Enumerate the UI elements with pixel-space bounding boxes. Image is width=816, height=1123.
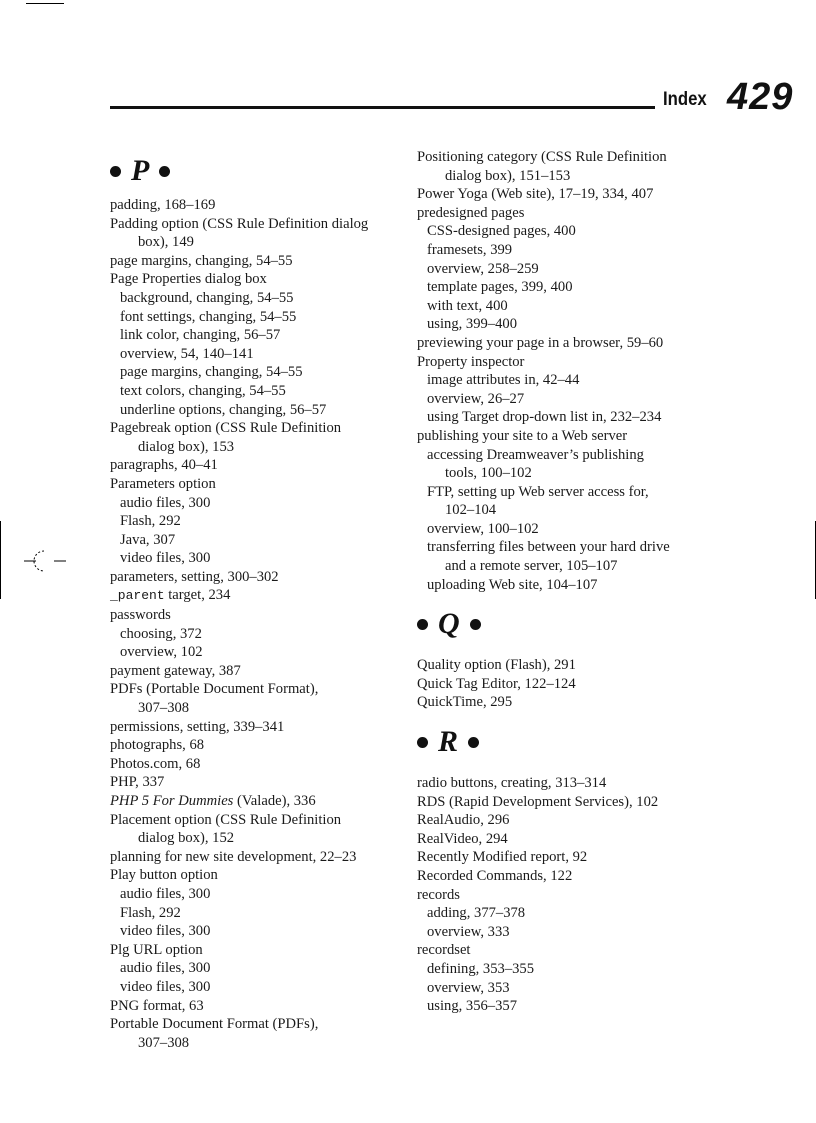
index-subentry: choosing, 372: [120, 625, 202, 642]
index-subentry: audio files, 300: [120, 885, 211, 902]
bullet-icon: [159, 166, 170, 177]
index-entry: PNG format, 63: [110, 997, 204, 1014]
section-letter: R: [438, 724, 459, 758]
index-subentry: overview, 102: [120, 644, 203, 661]
bullet-icon: [110, 166, 121, 177]
index-subentry: with text, 400: [427, 297, 508, 314]
index-subentry: transferring files between your hard drive: [427, 539, 670, 556]
index-entry-continuation: 102–104: [445, 502, 497, 519]
index-subentry: overview, 333: [427, 923, 510, 940]
index-entry: Page Properties dialog box: [110, 271, 267, 288]
index-entry: photographs, 68: [110, 737, 205, 754]
index-subentry: adding, 377–378: [427, 905, 526, 922]
index-entry-continuation: dialog box), 151–153: [445, 167, 571, 184]
index-subentry: overview, 258–259: [427, 260, 539, 277]
section-letter: P: [131, 153, 150, 187]
registration-mark-icon: [24, 548, 68, 574]
index-subentry: Flash, 292: [120, 904, 181, 921]
index-entry: predesigned pages: [417, 204, 525, 221]
index-subentry: using, 356–357: [427, 998, 517, 1015]
index-entry: parameters, setting, 300–302: [110, 568, 279, 585]
index-entry: planning for new site development, 22–23: [110, 848, 357, 865]
index-entry: [110, 792, 410, 811]
index-subentry: defining, 353–355: [427, 960, 535, 977]
index-subentry: image attributes in, 42–44: [427, 372, 580, 389]
section-letter: Q: [438, 606, 460, 640]
index-entry: RDS (Rapid Development Services), 102: [417, 793, 659, 810]
section-heading-p: [110, 148, 410, 194]
index-entry: Property inspector: [417, 353, 525, 370]
index-entry: passwords: [110, 607, 171, 624]
index-subentry: text colors, changing, 54–55: [120, 382, 286, 399]
index-entry: Photos.com, 68: [110, 755, 201, 772]
page-number: 429: [727, 76, 794, 118]
index-entry-continuation: box), 149: [138, 234, 194, 251]
crop-mark-left: [0, 521, 1, 599]
index-entry: Portable Document Format (PDFs),: [110, 1016, 319, 1033]
index-entry-list: [417, 148, 727, 594]
index-entry: RealAudio, 296: [417, 812, 510, 829]
index-subentry: using Target drop-down list in, 232–234: [427, 409, 662, 426]
index-entry: RealVideo, 294: [417, 830, 508, 847]
index-entry: Plg URL option: [110, 941, 203, 958]
index-entry: Recorded Commands, 122: [417, 868, 573, 884]
index-subentry: page margins, changing, 54–55: [120, 364, 303, 381]
running-head-label: Index: [663, 89, 707, 110]
index-entry: Positioning category (CSS Rule Definition: [417, 149, 667, 165]
index-entry: Placement option (CSS Rule Definition: [110, 811, 342, 828]
index-entry-list: [417, 774, 727, 1016]
index-subentry: audio files, 300: [120, 494, 211, 511]
index-entry: records: [417, 886, 460, 903]
bullet-icon: [417, 619, 428, 630]
index-entry: Parameters option: [110, 475, 216, 492]
index-entry: PDFs (Portable Document Format),: [110, 681, 319, 698]
index-entry: [110, 586, 410, 606]
index-entry: Quality option (Flash), 291: [417, 657, 576, 674]
index-subentry: template pages, 399, 400: [427, 279, 573, 296]
index-entry-continuation: dialog box), 152: [138, 830, 235, 847]
index-entry: paragraphs, 40–41: [110, 457, 218, 474]
index-entry: Power Yoga (Web site), 17–19, 334, 407: [417, 186, 654, 203]
index-subentry: font settings, changing, 54–55: [120, 308, 297, 325]
index-entry-continuation: tools, 100–102: [445, 465, 532, 482]
bullet-icon: [417, 737, 428, 748]
index-entry: Quick Tag Editor, 122–124: [417, 675, 576, 692]
index-subentry: overview, 54, 140–141: [120, 345, 254, 362]
index-entry: page margins, changing, 54–55: [110, 252, 293, 269]
code-term: _parent: [110, 588, 165, 604]
bullet-icon: [470, 619, 481, 630]
index-entry: previewing your page in a browser, 59–60: [417, 334, 664, 351]
index-entry: Recently Modified report, 92: [417, 849, 588, 866]
section-heading-q: [417, 601, 727, 647]
index-subentry: accessing Dreamweaver’s publishing: [427, 446, 644, 463]
index-entry-list: [110, 196, 410, 1052]
index-subentry: overview, 353: [427, 979, 510, 996]
index-entry: Play button option: [110, 867, 218, 884]
index-column-right: [417, 148, 727, 1016]
index-subentry: uploading Web site, 104–107: [427, 576, 598, 593]
index-subentry: video files, 300: [120, 978, 211, 995]
index-subentry: CSS-designed pages, 400: [427, 223, 576, 240]
index-subentry: audio files, 300: [120, 960, 211, 977]
bullet-icon: [468, 737, 479, 748]
index-subentry: underline options, changing, 56–57: [120, 401, 327, 418]
section-heading-r: [417, 719, 727, 765]
index-subentry: video files, 300: [120, 923, 211, 940]
index-subentry: video files, 300: [120, 550, 211, 567]
crop-mark-top: [26, 3, 64, 4]
index-entry: permissions, setting, 339–341: [110, 718, 285, 735]
index-entry: Padding option (CSS Rule Definition dialog: [110, 215, 369, 232]
index-entry-list: [417, 656, 727, 712]
index-entry: radio buttons, creating, 313–314: [417, 775, 607, 792]
index-entry: recordset: [417, 942, 471, 959]
index-subentry: background, changing, 54–55: [120, 289, 294, 306]
index-subentry: FTP, setting up Web server access for,: [427, 483, 649, 500]
index-entry-continuation: dialog box), 153: [138, 438, 235, 455]
index-entry: QuickTime, 295: [417, 694, 513, 711]
index-entry: Pagebreak option (CSS Rule Definition: [110, 420, 342, 437]
index-subentry: overview, 100–102: [427, 520, 539, 537]
index-subentry: overview, 26–27: [427, 390, 525, 407]
index-subentry: using, 399–400: [427, 316, 517, 333]
book-title: PHP 5 For Dummies: [110, 793, 234, 809]
entry-text: target, 234: [164, 587, 231, 604]
index-subentry: link color, changing, 56–57: [120, 327, 281, 344]
index-subentry: Java, 307: [120, 531, 176, 548]
index-entry: payment gateway, 387: [110, 662, 241, 679]
header-rule: [110, 106, 655, 109]
index-entry-continuation: and a remote server, 105–107: [445, 558, 618, 575]
index-entry: publishing your site to a Web server: [417, 427, 628, 444]
index-entry-continuation: 307–308: [138, 700, 190, 717]
index-entry: padding, 168–169: [110, 197, 216, 213]
index-entry: PHP, 337: [110, 774, 165, 791]
index-subentry: Flash, 292: [120, 513, 181, 530]
index-column-left: [110, 148, 410, 1052]
index-subentry: framesets, 399: [427, 241, 513, 258]
index-entry-continuation: 307–308: [138, 1034, 190, 1051]
entry-text: (Valade), 336: [233, 793, 316, 809]
